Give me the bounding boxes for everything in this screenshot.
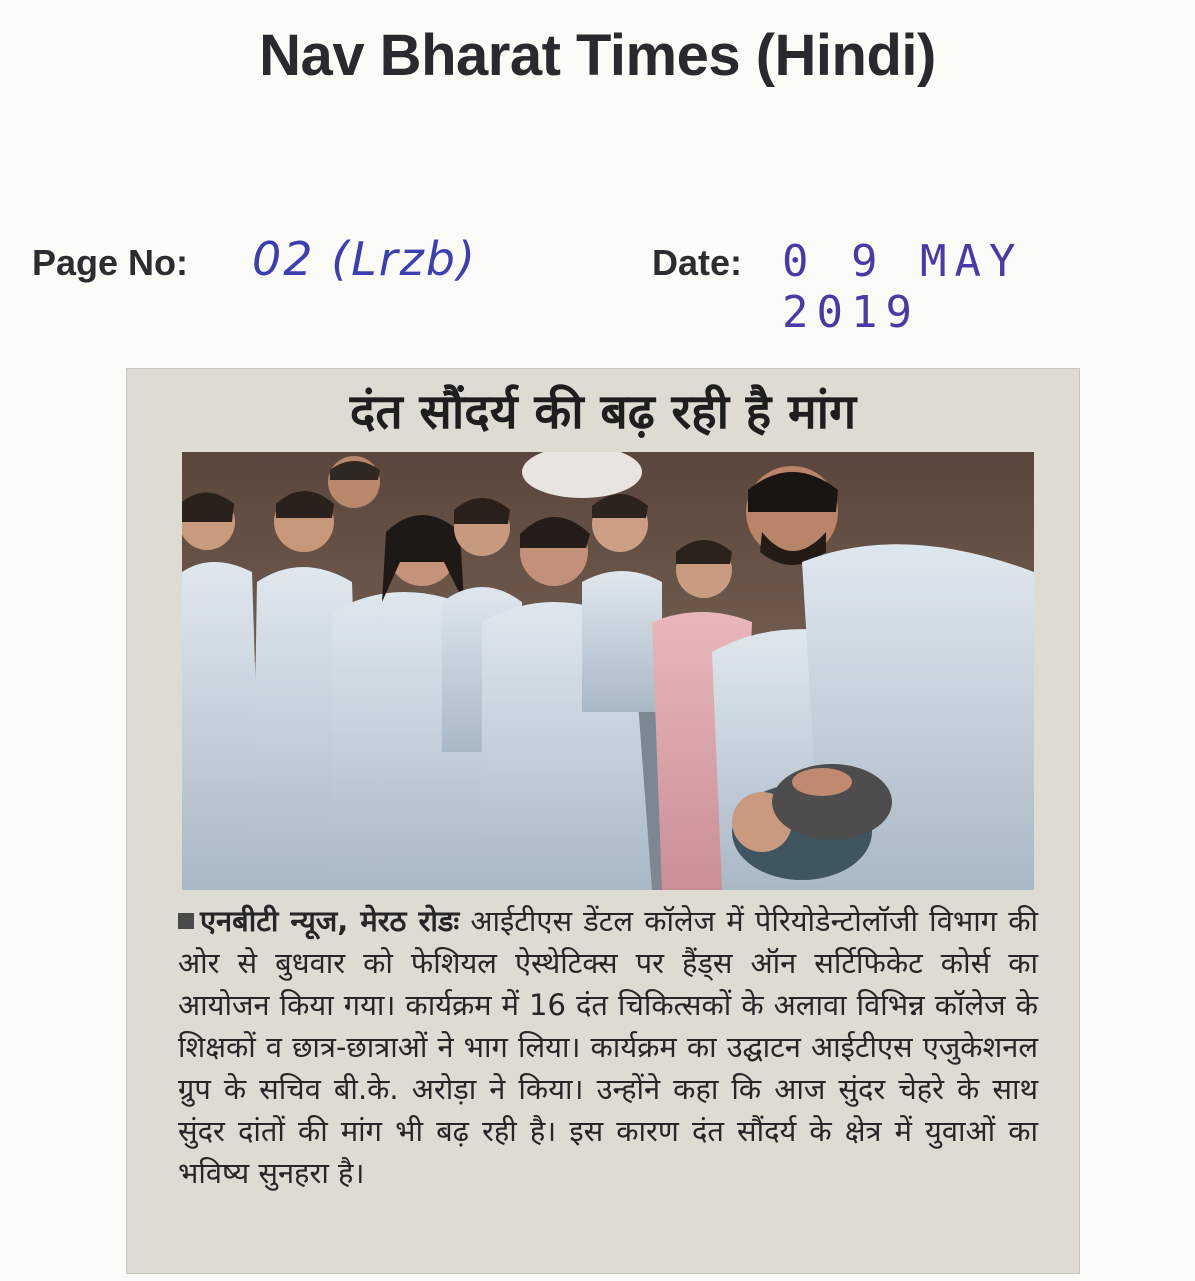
bullet-marker: [178, 913, 194, 929]
news-clipping: [126, 368, 1080, 1274]
meta-row: [0, 232, 1195, 338]
article-byline: एनबीटी न्यूज, मेरठ रोडः: [200, 904, 460, 938]
article-body: [178, 900, 1038, 1194]
dental-training-photo: [182, 452, 1034, 890]
article-headline: दंत सौंदर्य की बढ़ रही है मांग: [349, 384, 857, 440]
page-number-label: Page No:: [32, 242, 189, 283]
publication-title: Nav Bharat Times (Hindi): [259, 23, 936, 88]
page-number-value: 02 (Lrzb): [252, 232, 477, 286]
article-text: आईटीएस डेंटल कॉलेज में पेरियोडेन्टोलॉजी विभाग की ओर से बुधवार को फेशियल ऐस्थेटिक्स पर हैंड्स ऑन सर्टिफिकेट कोर्स का आयोजन किया गया। कार्यक्रम में 16 दंत चिकित्सकों के अलावा विभिन्न कॉलेज के शिक्षकों व छात्र-छात्राओं ने भाग लिया। कार्यक्रम का उद्घाटन आईटीएस एजुकेशनल ग्रुप के सचिव बी.के. अरोड़ा ने किया। उन्होंने कहा कि आज सुंदर चेहरे के साथ सुंदर दांतों की मांग भी बढ़ रही है। इस कारण दंत सौंदर्य के क्षेत्र में युवाओं का भविष्य सुनहरा है।: [178, 904, 1039, 1190]
date-label: Date:: [652, 242, 743, 283]
date-value: 0 9 MAY 2019: [782, 236, 1024, 338]
article-photo: [182, 452, 1034, 890]
